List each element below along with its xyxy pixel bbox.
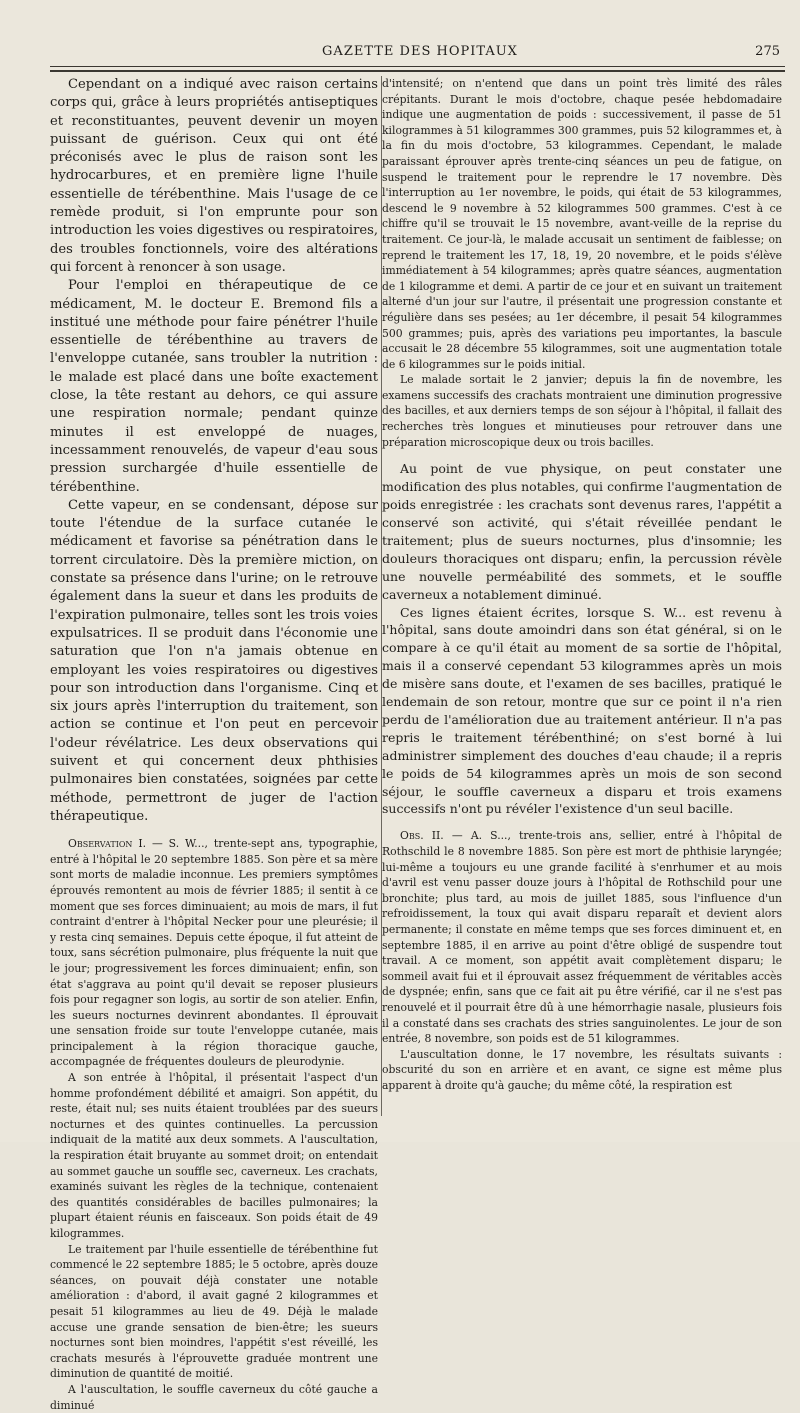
observation-paragraph [382,828,782,1046]
paragraph: Cependant on a indiqué avec raison certains corps qui, grâce à leurs propriétés antiseptiques et reconstituantes, peuvent devenir un moyen puissant de guérison. Ceux qui ont été préconisés avec le plus de raison sont les hydrocarbures, et en première ligne l'huile essentielle de térébenthine. Mais l'usage de ce remède produit, si l'on emprunte pour son introduction les voies digestives ou respiratoires, des troubles fonctionnels, voire des altérations qui forcent à renoncer à son usage. [50,77,378,275]
observation-text: — A. S..., trente-trois ans, sellier, entré à l'hôpital de Rothschild le 8 novembre 1885. Son père est mort de phthisie laryngée; lui-même a toujours eu une grande facilité à s'enrhumer et au mois d'avril est venu passer douze jours à l'hôpital de Rothschild pour une bronchite; plus tard, au mois de juillet 1885, sous l'influence d'un refroidissement, la toux qui avait disparu reparaît et devient alors permanente; il constate en même temps que ses forces diminuent et, en septembre 1885, il en arrive au point d'être obligé de suspendre tout travail. A ce moment, son appétit avait complètement disparu; le sommeil avait fui et il éprouvait assez fréquemment de véritables accès de dyspnée; enfin, sans que ce fait ait pu être vérifié, car il ne s'est pas renouvelé et il pourrait être dû à une hémorrhagie nasale, plusieurs fois il a constaté dans ses crachats des stries sanguinolentes. Le jour de son entrée, 8 novembre, son poids est de 51 kilogrammes. [382,829,782,1046]
observation-paragraph: A l'auscultation, le souffle caverneux du côté gauche a diminué [50,1382,378,1412]
page-number: 275 [755,44,780,59]
page-header [60,44,780,64]
right-column [382,76,782,1116]
observation-heading: Observation I. [68,837,147,851]
observation-heading: Obs. II. [400,829,444,843]
observation-paragraph: L'auscultation donne, le 17 novembre, les résultats suivants : obscurité du son en arrière et en avant, ce signe est même plus apparent à droite qu'à gauche; du même côté, la respiration est [382,1047,782,1092]
running-title: GAZETTE DES HOPITAUX [322,44,518,59]
paragraph: Ces lignes étaient écrites, lorsque S. W... est revenu à l'hôpital, sans doute amoindri dans son état général, si on le compare à ce qu'il était au moment de sa sortie de l'hôpital, mais il a conservé cependant 53 kilogrammes après un mois de misère sans doute, et l'examen de ses bacilles, pratiqué le lendemain de son retour, montre que sur ce point il n'a rien perdu de l'amélioration due au traitement antérieur. Il n'a pas repris le traitement térébenthiné; on s'est borné à lui administrer simplement des douches d'eau chaude; il a repris le poids de 54 kilogrammes après un mois de son second séjour, le souffle caverneux a disparu et trois examens successifs n'ont pu révéler l'existence d'un seul bacille. [382,604,782,817]
header-rule-thin [50,66,785,67]
header-rule-thick [50,70,785,72]
observation-paragraph [50,836,378,1070]
paragraph: Au point de vue physique, on peut constater une modification des plus notables, qui confirme l'augmentation de poids enregistrée : les crachats sont devenus rares, l'appétit a conservé son activité, qui s'était réveillée pendant le traitement; plus de sueurs nocturnes, plus d'insomnie; les douleurs thoraciques ont disparu; enfin, la percussion révèle une nouvelle perméabilité des sommets, et le souffle caverneux a notablement diminué. [382,461,782,602]
observation-paragraph: Le malade sortait le 2 janvier; depuis la fin de novembre, les examens successifs des crachats montraient une diminution progressive des bacilles, et aux derniers temps de son séjour à l'hôpital, il fallait des recherches très longues et minutieuses pour retrouver dans une préparation microscopique deux ou trois bacilles. [382,373,782,449]
paragraph: Cette vapeur, en se condensant, dépose sur toute l'étendue de la surface cutanée le médicament et favorise sa pénétration dans le torrent circulatoire. Dès la première miction, on constate sa présence dans l'urine; on le retrouve également dans la sueur et dans les produits de l'expiration pulmonaire, telles sont les trois voies expulsatrices. Il se produit dans l'économie une saturation que l'on n'a jamais obtenue en employant les voies respiratoires ou digestives pour son introduction dans l'organisme. Cinq et six jours après l'interruption du traitement, son action se continue et l'on peut en percevoir l'odeur révélatrice. Les deux observations qui suivent et qui concernent deux phthisies pulmonaires bien constatées, soignées par cette méthode, permettront de juger de l'action thérapeutique. [50,497,378,824]
left-column [50,76,378,1412]
observation-paragraph: A son entrée à l'hôpital, il présentait l'aspect d'un homme profondément débilité et amaigri. Son appétit, du reste, était nul; ses nuits étaient troublées par des sueurs nocturnes et des quintes continuelles. La percussion indiquait de la matité aux deux sommets. A l'auscultation, la respiration était bruyante au sommet droit; on entendait au sommet gauche un souffle sec, caverneux. Les crachats, examinés suivant les règles de la technique, contenaient des quantités considérables de bacilles pulmonaires; la plupart étaient réunis en faisceaux. Son poids était de 49 kilogrammes. [50,1071,378,1241]
observation-paragraph: d'intensité; on n'entend que dans un point très limité des râles crépitants. Durant le mois d'octobre, chaque pesée hebdomadaire indique une augmentation de poids : successivement, il passe de 51 kilogrammes à 51 kilogrammes 300 grammes, puis 52 kilogrammes et, à la fin du mois d'octobre, 53 kilogrammes. Cependant, le malade paraissant éprouver après trente-cinq séances un peu de fatigue, on suspend le traitement pour le reprendre le 17 novembre. Dès l'interruption au 1er novembre, le poids, qui était de 53 kilogrammes, descend le 9 novembre à 52 kilogrammes 500 grammes. C'est à ce chiffre qu'il se trouvait le 15 novembre, avant-veille de la reprise du traitement. Ce jour-là, le malade accusait un sentiment de faiblesse; on reprend le traitement les 17, 18, 19, 20 novembre, et le poids s'élève immédiatement à 54 kilogrammes; après quatre séances, augmentation de 1 kilogramme et demi. A partir de ce jour et en suivant un traitement alterné d'un jour sur l'autre, il présentait une progression constante et régulière dans ses pesées; au 1er décembre, il pesait 54 kilogrammes 500 grammes; puis, après des variations peu importantes, la bascule accusait le 28 décembre 55 kilogrammes, soit une augmentation totale de 6 kilogrammes sur le poids initial. [382,77,782,371]
paragraph: Pour l'emploi en thérapeutique de ce médicament, M. le docteur E. Bremond fils a institué une méthode pour faire pénétrer l'huile essentielle de térébenthine au travers de l'enveloppe cutanée, sans troubler la nutrition : le malade est placé dans une boîte exactement close, la tête restant au dehors, ce qui assure une respiration normale; pendant quinze minutes il est enveloppé de nuages, incessamment renouvelés, de vapeur d'eau sous pression surchargée d'huile essentielle de térébenthine. [50,278,378,495]
observation-paragraph: Le traitement par l'huile essentielle de térébenthine fut commencé le 22 septembre 1885; le 5 octobre, après douze séances, on pouvait déjà constater une notable amélioration : d'abord, il avait gagné 2 kilogrammes et pesait 51 kilogrammes au lieu de 49. Déjà le malade accuse une grande sensation de bien-être; les sueurs nocturnes sont bien moindres, l'appétit s'est réveillé, les crachats mesurés à l'éprouvette graduée montrent une diminution de quantité de moitié. [50,1242,378,1381]
observation-text: — S. W..., trente-sept ans, typographie, entré à l'hôpital le 20 septembre 1885. Son père et sa mère sont morts de maladie inconnue. Les premiers symptômes éprouvés remontent au mois de février 1885; il sentit à ce moment que ses forces diminuaient; au mois de mars, il fut contraint d'entrer à l'hôpital Necker pour une pleurésie; il y resta cinq semaines. Depuis cette époque, il fut atteint de toux, sans sécrétion pulmonaire, plus fréquente la nuit que le jour; progressivement les forces diminuaient; enfin, son état s'aggrava au point qu'il devait se reposer plusieurs fois pour regagner son logis, au sortir de son atelier. Enfin, les sueurs nocturnes devinrent abondantes. Il éprouvait une sensation froide sur toute l'enveloppe cutanée, mais principalement à la région thoracique gauche, accompagnée de fréquentes douleurs de pleurodynie. [50,837,378,1069]
